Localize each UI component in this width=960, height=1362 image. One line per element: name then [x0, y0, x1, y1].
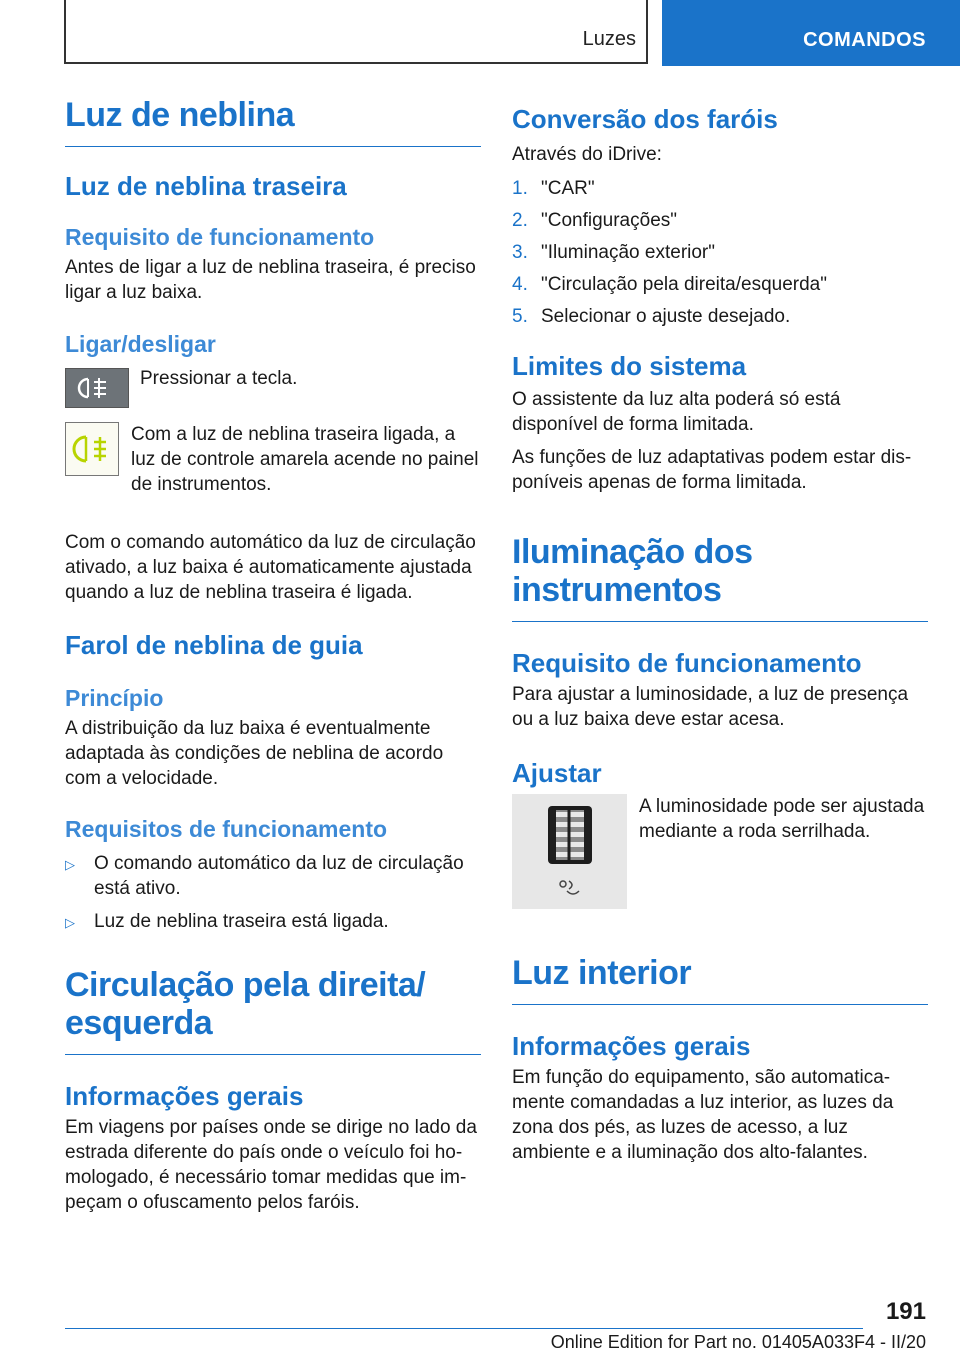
list-item: ▷ Luz de neblina traseira está ligada. [65, 909, 481, 934]
heading-requirements: Requisitos de funcionamento [65, 816, 388, 842]
list-item: 2. "Configurações" [512, 210, 678, 231]
heading-headlight-conversion: Conversão dos faróis [512, 104, 778, 134]
heading-requirement-right: Requisito de funcionamento [512, 648, 862, 678]
heading-fog-light: Luz de neblina [65, 96, 481, 147]
triangle-bullet-icon: ▷ [65, 915, 75, 930]
heading-on-off: Ligar/desligar [65, 331, 216, 357]
heading-principle: Princípio [65, 685, 164, 711]
paragraph-auto: Com o comando automático da luz de circulação ativado, a luz baixa é automaticamente ajustada quando a luz de neblina traseira é ligada. [65, 532, 476, 603]
heading-adjust: Ajustar [512, 758, 602, 788]
dimmer-text: A luminosidade pode ser ajustada mediante a roda serrilhada. [639, 796, 925, 842]
footer-divider [65, 1328, 863, 1329]
press-row [65, 366, 481, 416]
paragraph-requirement-right: Para ajustar a luminosidade, a luz de presença ou a luz baixa deve estar acesa. [512, 684, 909, 730]
heading-rear-fog: Luz de neblina traseira [65, 171, 347, 201]
header-section: Luzes [582, 28, 636, 50]
indicator-row [65, 422, 481, 514]
paragraph-limits-1: O assistente da luz alta poderá só está disponível de forma limitada. [512, 389, 841, 435]
fog-light-indicator-icon [65, 422, 119, 476]
right-column [512, 96, 928, 1165]
triangle-bullet-icon: ▷ [65, 857, 75, 872]
paragraph-requirement: Antes de ligar a luz de neblina traseira, é preciso ligar a luz baixa. [65, 257, 476, 303]
heading-general-info: Informações gerais [65, 1081, 304, 1111]
heading-requirement: Requisito de funcionamento [65, 224, 375, 250]
left-column [65, 96, 481, 1215]
paragraph-general-info: Em viagens por países onde se dirige no lado da estrada diferente do país onde o veículo foi ho-mologado, é necessário tomar medidas que im-peçam o ofuscamento pelos faróis. [65, 1117, 477, 1213]
list-item: 1. "CAR" [512, 178, 595, 199]
requirements-list [65, 851, 481, 934]
indicator-text: Com a luz de neblina traseira ligada, a luz de controle amarela acende no painel de instrumentos. [131, 424, 479, 495]
steps-list [512, 176, 928, 329]
paragraph-limits-2: As funções de luz adaptativas podem estar dis-poníveis apenas de forma limitada. [512, 447, 912, 493]
list-item: ▷ O comando automático da luz de circulação está ativo. [65, 853, 464, 899]
paragraph-idrive: Através do iDrive: [512, 144, 662, 165]
header-chapter-tab: COMANDOS [662, 0, 960, 66]
page-number: 191 [885, 1298, 926, 1325]
heading-system-limits: Limites do sistema [512, 351, 747, 381]
heading-interior-light: Luz interior [512, 954, 928, 1005]
fog-light-button-icon [65, 368, 129, 408]
paragraph-interior: Em função do equipamento, são automatica-mente comandadas a luz interior, as luzes da zona dos pés, as luzes de acesso, a luz ambiente e a iluminação dos alto-falantes. [512, 1067, 894, 1163]
heading-general-info-right: Informações gerais [512, 1031, 751, 1061]
footer-edition: Online Edition for Part no. 01405A033F4 - II/20 [550, 1332, 926, 1352]
dimmer-wheel-icon [512, 794, 627, 909]
heading-driving-side: Circulação pela direita/ esquerda [65, 966, 481, 1055]
list-item: 4. "Circulação pela direita/esquerda" [512, 274, 827, 295]
list-item: 5. Selecionar o ajuste desejado. [512, 306, 791, 327]
heading-guide-fog: Farol de neblina de guia [65, 630, 363, 660]
heading-instrument-lighting: Iluminação dos instrumentos [512, 533, 928, 622]
list-item: 3. "Iluminação exterior" [512, 242, 716, 263]
paragraph-principle: A distribuição da luz baixa é eventualmente adaptada às condições de neblina de acordo com a velocidade. [65, 718, 444, 789]
dimmer-row [512, 794, 928, 916]
press-text: Pressionar a tecla. [140, 368, 298, 389]
